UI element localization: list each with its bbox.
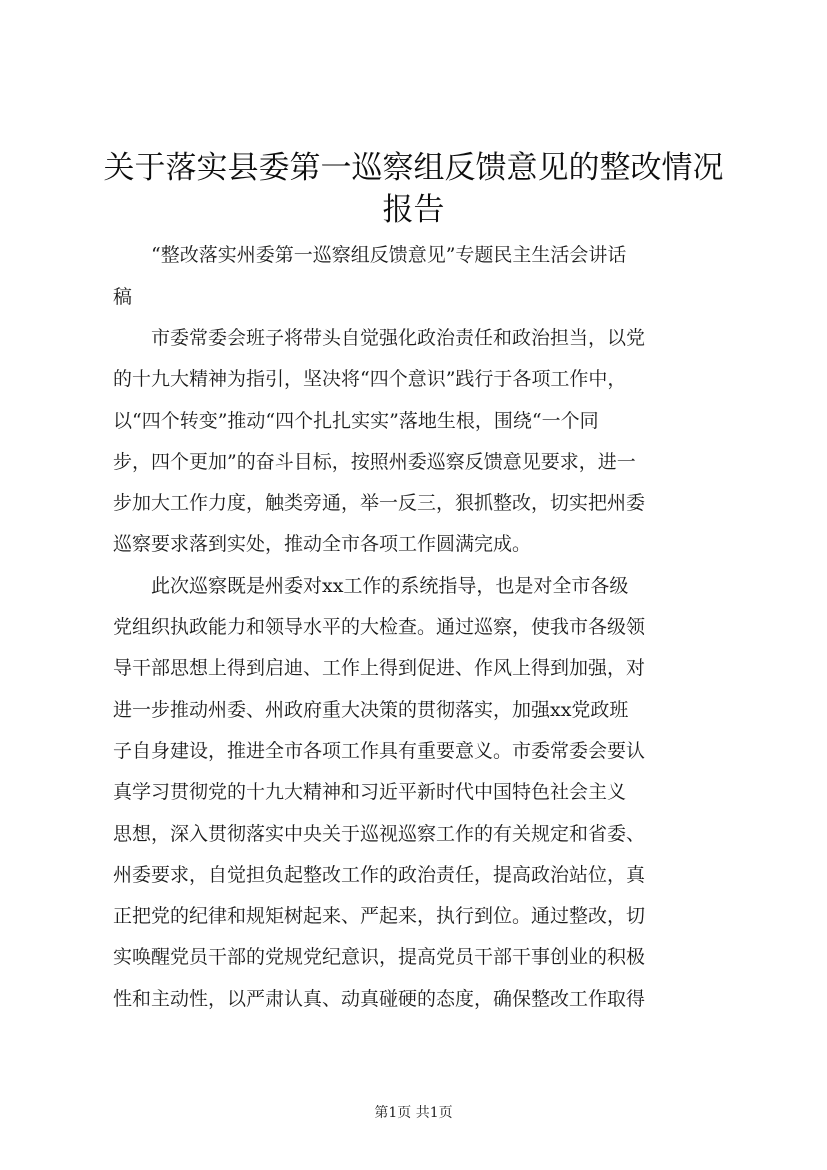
body-line: 子自身建设，推进全市各项工作具有重要意义。市委常委会要认 (113, 740, 646, 762)
body-line: 导干部思想上得到启迪、工作上得到促进、作风上得到加强，对 (113, 657, 646, 679)
page-footer: 第1页 共1页 (374, 1105, 453, 1121)
body-line: 此次巡察既是州委对xx工作的系统指导，也是对全市各级 (113, 575, 629, 597)
body-line: 正把党的纪律和规矩树起来、严起来，执行到位。通过整改，切 (113, 905, 646, 927)
body-line: 实唤醒党员干部的党规党纪意识，提高党员干部干事创业的积极 (113, 946, 646, 968)
body-line: 思想，深入贯彻落实中央关于巡视巡察工作的有关规定和省委、 (113, 823, 646, 845)
body-line: 步加大工作力度，触类旁通，举一反三，狠抓整改，切实把州委 (113, 492, 646, 514)
body-line: 党组织执政能力和领导水平的大检查。通过巡察，使我市各级领 (113, 616, 646, 638)
body-line: 州委要求，自觉担负起整改工作的政治责任，提高政治站位，真 (113, 864, 646, 886)
body-line: 真学习贯彻党的十九大精神和习近平新时代中国特色社会主义 (113, 781, 627, 803)
body-line: 的十九大精神为指引，坚决将“四个意识”践行于各项工作中， (113, 368, 627, 390)
body-line: “整改落实州委第一巡察组反馈意见”专题民主生活会讲话 (113, 244, 627, 266)
body-line: 市委常委会班子将带头自觉强化政治责任和政治担当，以党 (113, 327, 646, 349)
body-line: 巡察要求落到实处，推动全市各项工作圆满完成。 (113, 533, 532, 555)
body-line: 以“四个转变”推动“四个扎扎实实”落地生根，围绕“一个同 (113, 410, 599, 432)
body-line: 稿 (113, 286, 133, 308)
body-line: 性和主动性，以严肃认真、动真碰硬的态度，确保整改工作取得 (113, 988, 646, 1010)
document-title-line-2: 报告 (382, 192, 445, 228)
document-title-line-1: 关于落实县委第一巡察组反馈意见的整改情况 (103, 150, 724, 186)
body-line: 步，四个更加”的奋斗目标，按照州委巡察反馈意见要求，进一 (113, 451, 636, 473)
body-line: 进一步推动州委、州政府重大决策的贯彻落实，加强xx党政班 (113, 699, 629, 721)
